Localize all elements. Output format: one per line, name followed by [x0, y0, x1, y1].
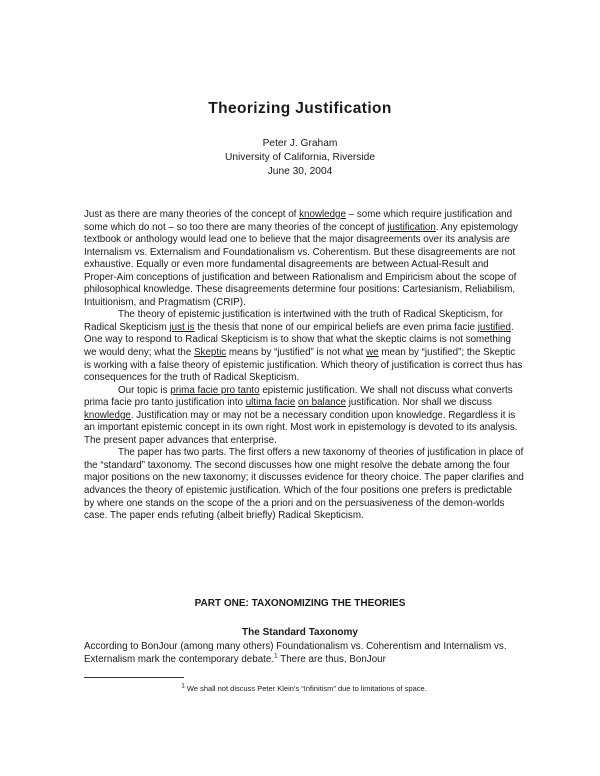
author-name: Peter J. Graham — [262, 138, 338, 149]
paragraph-2: The theory of epistemic justification is intertwined with the truth of Radical Skepticism, for Radical Skepticism just is the thesis that none of our empirical beliefs are even prima facie justified. One way to respond to Radical Skepticism is to show that what the skeptic claims is not something we would deny; what the Skeptic means by “justified” is not what we mean by “justified”; the Skeptic is working with a false theory of epistemic justification. Which theory of justification is correct thus has consequences for the truth of Radical Skepticism. — [84, 309, 523, 384]
paper-title: Theorizing Justification — [208, 100, 392, 117]
section-heading: The Standard Taxonomy — [242, 627, 358, 638]
paragraph-4: The paper has two parts. The first offers a new taxonomy of theories of justification in place of the “standard” taxonomy. The second discusses how one might resolve the debate among the four major positions on the new taxonomy; it discusses evidence for theory choice. The paper clarifies and advances the theory of epistemic justification. Which of the four positions one prefers is predictable by where one stands on the scope of the a priori and on the persuasiveness of the demon-worlds case. The paper ends refuting (albeit briefly) Radical Skepticism. — [84, 447, 524, 522]
part-heading: PART ONE: TAXONOMIZING THE THEORIES — [194, 598, 406, 609]
section-text — [84, 641, 524, 666]
footnote-text: We shall not discuss Peter Klein’s “Infinitism” due to limitations of space. — [184, 684, 427, 693]
author-affiliation: University of California, Riverside — [224, 152, 376, 163]
footnote — [84, 684, 524, 693]
paper-date: June 30, 2004 — [267, 166, 333, 177]
paragraph-1: Just as there are many theories of the concept of knowledge – some which require justification and some which do not – so too there are many theories of the concept of justification. Any epistemology textbook or anthology would lead one to believe that the major disagreements over its analysis are Internalism vs. Externalism and Foundationalism vs. Coherentism. But these disagreements are not exhaustive. Equally or even more fundamental disagreements are between Actual-Result and Proper-Aim conceptions of justification and between Rationalism and Empiricism about the scope of philosophical knowledge. These disagreements determine four positions: Cartesianism, Reliabilism, Intuitionism, and Pragmatism (CRIP). — [84, 209, 519, 308]
footnote-divider — [84, 677, 184, 678]
main-text — [84, 209, 524, 523]
paragraph-5: According to BonJour (among many others) Foundationalism vs. Coherentism and Internalism vs. Externalism mark the contemporary debate.$^1$ There are thus, BonJour — [84, 641, 507, 665]
paragraph-3: Our topic is prima facie pro tanto epistemic justification. We shall not discuss what converts prima facie pro tanto justification into ultima facie on balance justification. Nor shall we discuss knowledge. Justification may or may not be a necessary condition upon knowledge. Regardless it is an important epistemic concept in its own right. Most work in epistemology is devoted to its analysis. The present paper advances that enterprise. — [84, 384, 518, 446]
footnote-ref[interactable]: 1 — [274, 652, 278, 660]
footnote-number: 1 — [181, 682, 185, 690]
